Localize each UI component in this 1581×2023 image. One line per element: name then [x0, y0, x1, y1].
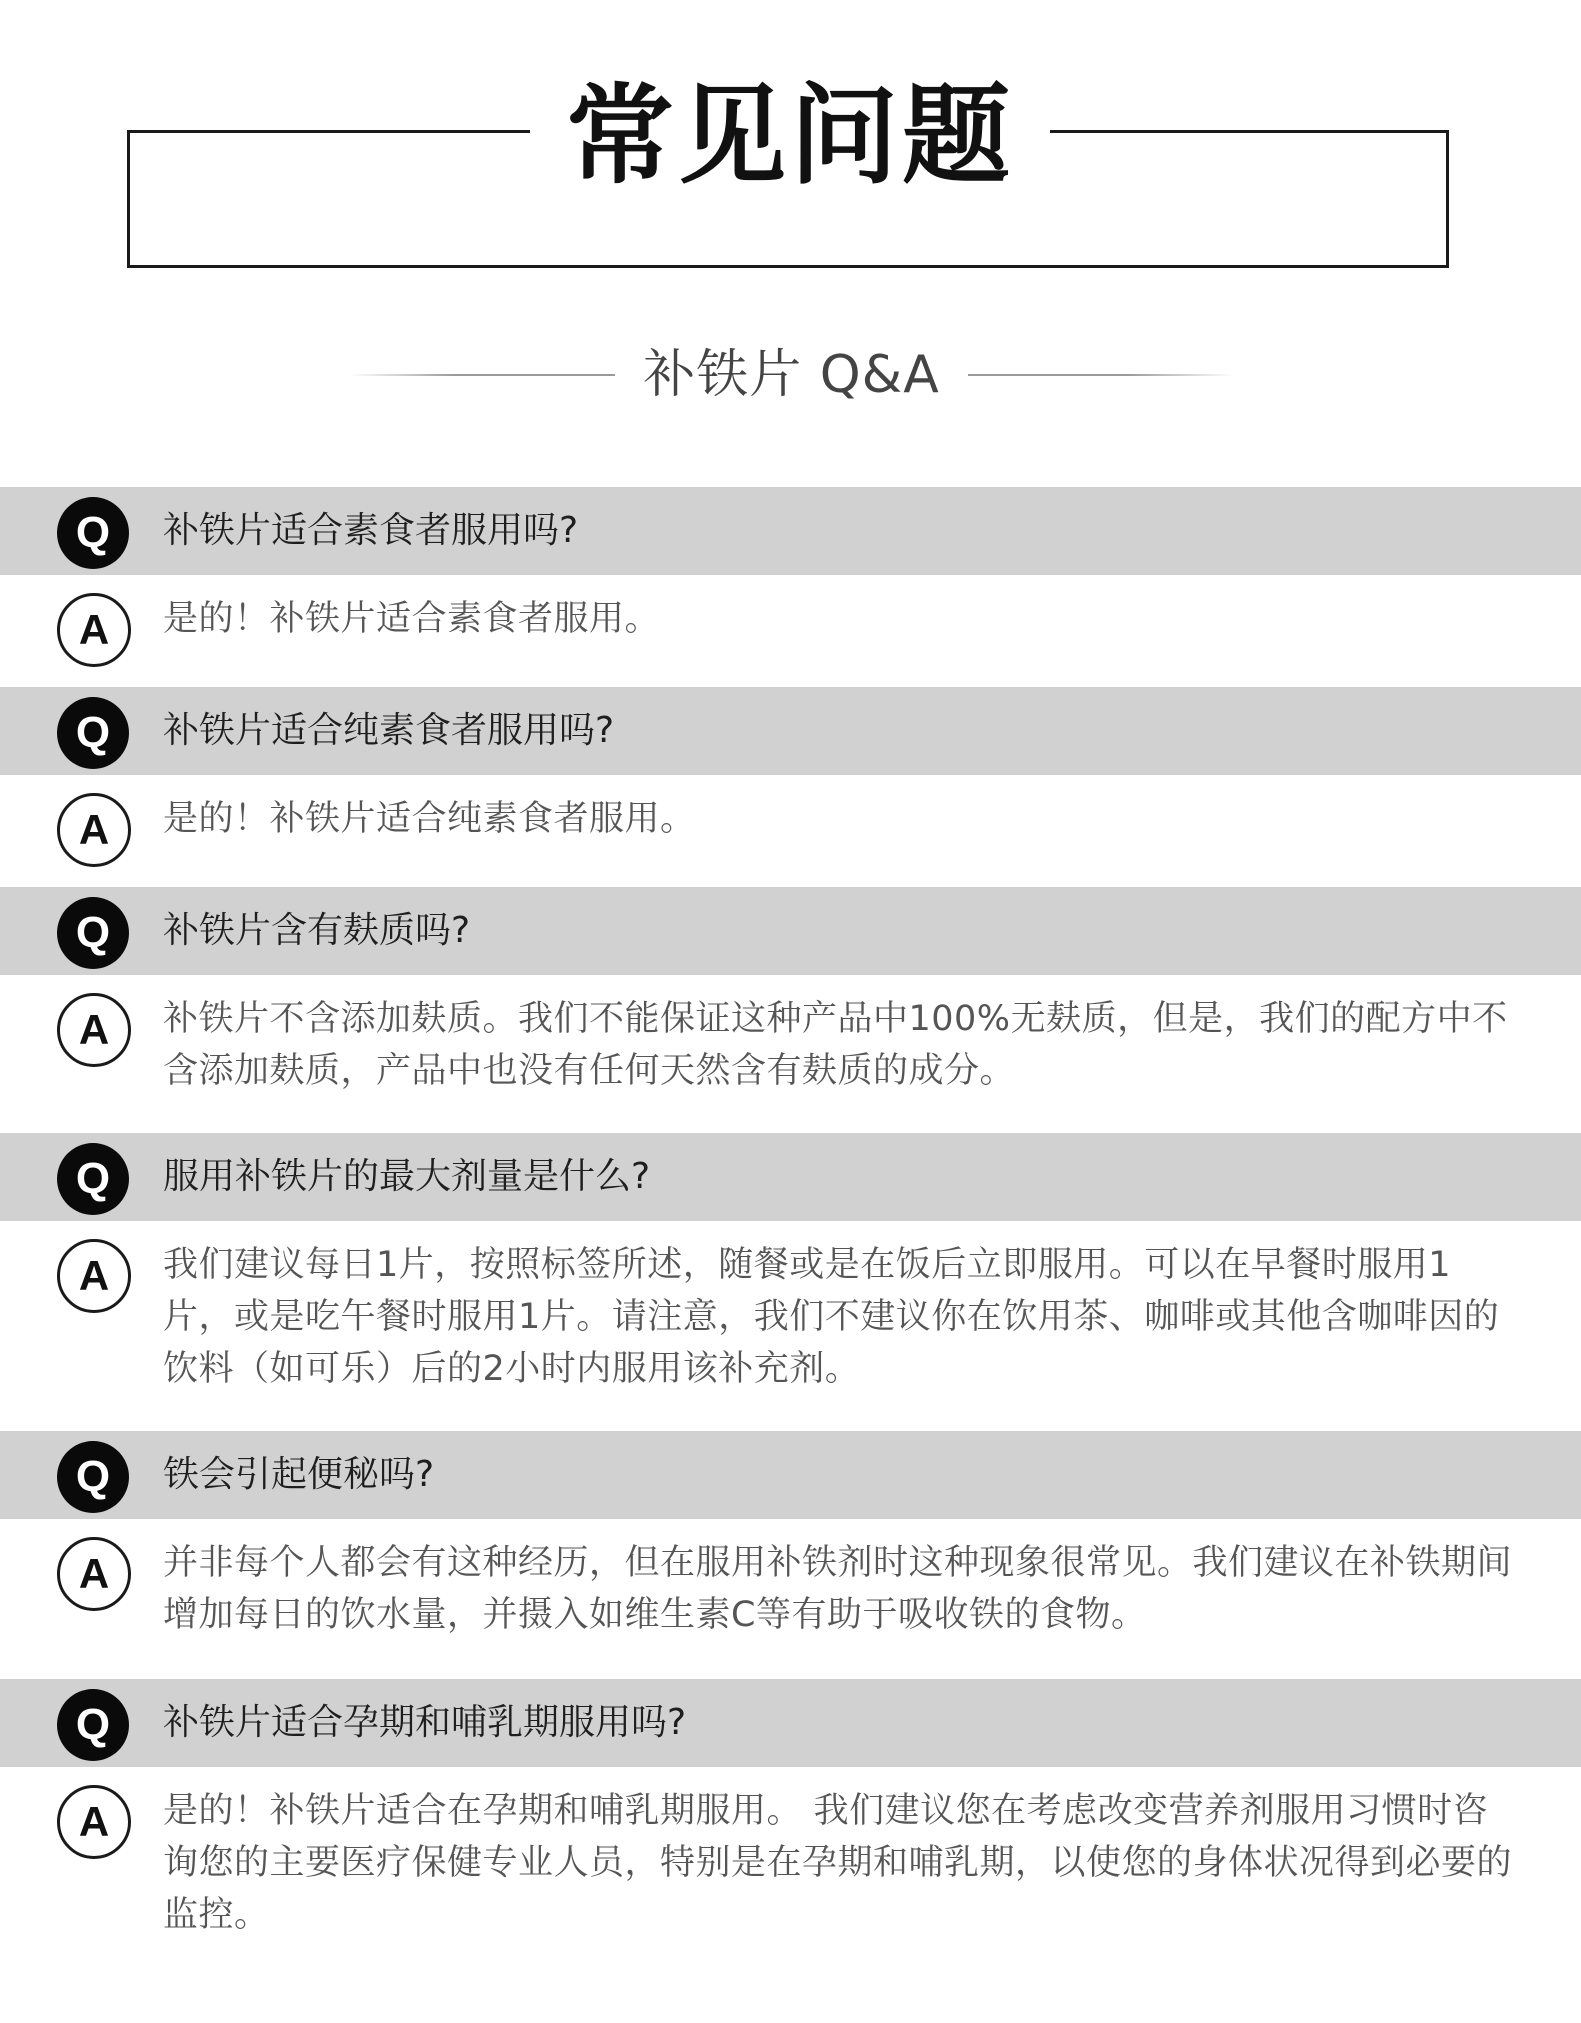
answer-icon: A [57, 1785, 131, 1859]
answer-icon: A [57, 593, 131, 667]
faq-item [0, 687, 1581, 887]
answer-row [0, 775, 1581, 887]
subtitle-text: 补铁片 Q&A [643, 345, 940, 405]
section-subtitle [0, 335, 1581, 415]
page-title: 常见问题 [530, 62, 1050, 212]
answer-text: 是的！补铁片适合素食者服用。 [163, 599, 661, 639]
question-text: 补铁片适合素食者服用吗? [163, 510, 579, 551]
subtitle-divider-right [968, 374, 1233, 376]
answer-text: 我们建议每日1片，按照标签所述，随餐或是在饭后立即服用。可以在早餐时服用1片，或是吃午餐时服用1片。请注意，我们不建议你在饮用茶、咖啡或其他含咖啡因的饮料（如可乐）后的2小时内服用该补充剂。 [163, 1245, 1500, 1389]
subtitle-divider-left [350, 374, 615, 376]
question-text: 补铁片含有麸质吗? [163, 910, 471, 951]
answer-text: 补铁片不含添加麸质。我们不能保证这种产品中100%无麸质，但是，我们的配方中不含添加麸质，产品中也没有任何天然含有麸质的成分。 [163, 999, 1508, 1091]
question-row [0, 687, 1581, 775]
faq-item [0, 887, 1581, 1133]
answer-row [0, 1519, 1581, 1679]
question-text: 补铁片适合孕期和哺乳期服用吗? [163, 1702, 687, 1743]
page-header [0, 0, 1581, 280]
question-row [0, 887, 1581, 975]
answer-icon: A [57, 793, 131, 867]
question-icon: Q [57, 1143, 129, 1215]
answer-text: 是的！补铁片适合纯素食者服用。 [163, 799, 696, 839]
faq-item [0, 487, 1581, 687]
faq-item [0, 1133, 1581, 1431]
question-text: 补铁片适合纯素食者服用吗? [163, 710, 615, 751]
faq-item [0, 1679, 1581, 1977]
answer-icon: A [57, 993, 131, 1067]
question-icon: Q [57, 497, 129, 569]
answer-icon: A [57, 1537, 131, 1611]
question-row [0, 1679, 1581, 1767]
answer-text: 是的！补铁片适合在孕期和哺乳期服用。 我们建议您在考虑改变营养剂服用习惯时咨询您的主要医疗保健专业人员，特别是在孕期和哺乳期，以使您的身体状况得到必要的监控。 [163, 1791, 1513, 1935]
question-row [0, 487, 1581, 575]
question-row [0, 1431, 1581, 1519]
answer-row [0, 1767, 1581, 1977]
faq-item [0, 1431, 1581, 1679]
question-icon: Q [57, 897, 129, 969]
question-icon: Q [57, 1689, 129, 1761]
answer-row [0, 1221, 1581, 1431]
question-row [0, 1133, 1581, 1221]
answer-row [0, 975, 1581, 1133]
question-text: 铁会引起便秘吗? [163, 1454, 435, 1495]
question-text: 服用补铁片的最大剂量是什么? [163, 1156, 651, 1197]
question-icon: Q [57, 697, 129, 769]
answer-row [0, 575, 1581, 687]
question-icon: Q [57, 1441, 129, 1513]
answer-text: 并非每个人都会有这种经历，但在服用补铁剂时这种现象很常见。我们建议在补铁期间增加每日的饮水量，并摄入如维生素C等有助于吸收铁的食物。 [163, 1543, 1513, 1635]
answer-icon: A [57, 1239, 131, 1313]
faq-list [0, 487, 1581, 1977]
